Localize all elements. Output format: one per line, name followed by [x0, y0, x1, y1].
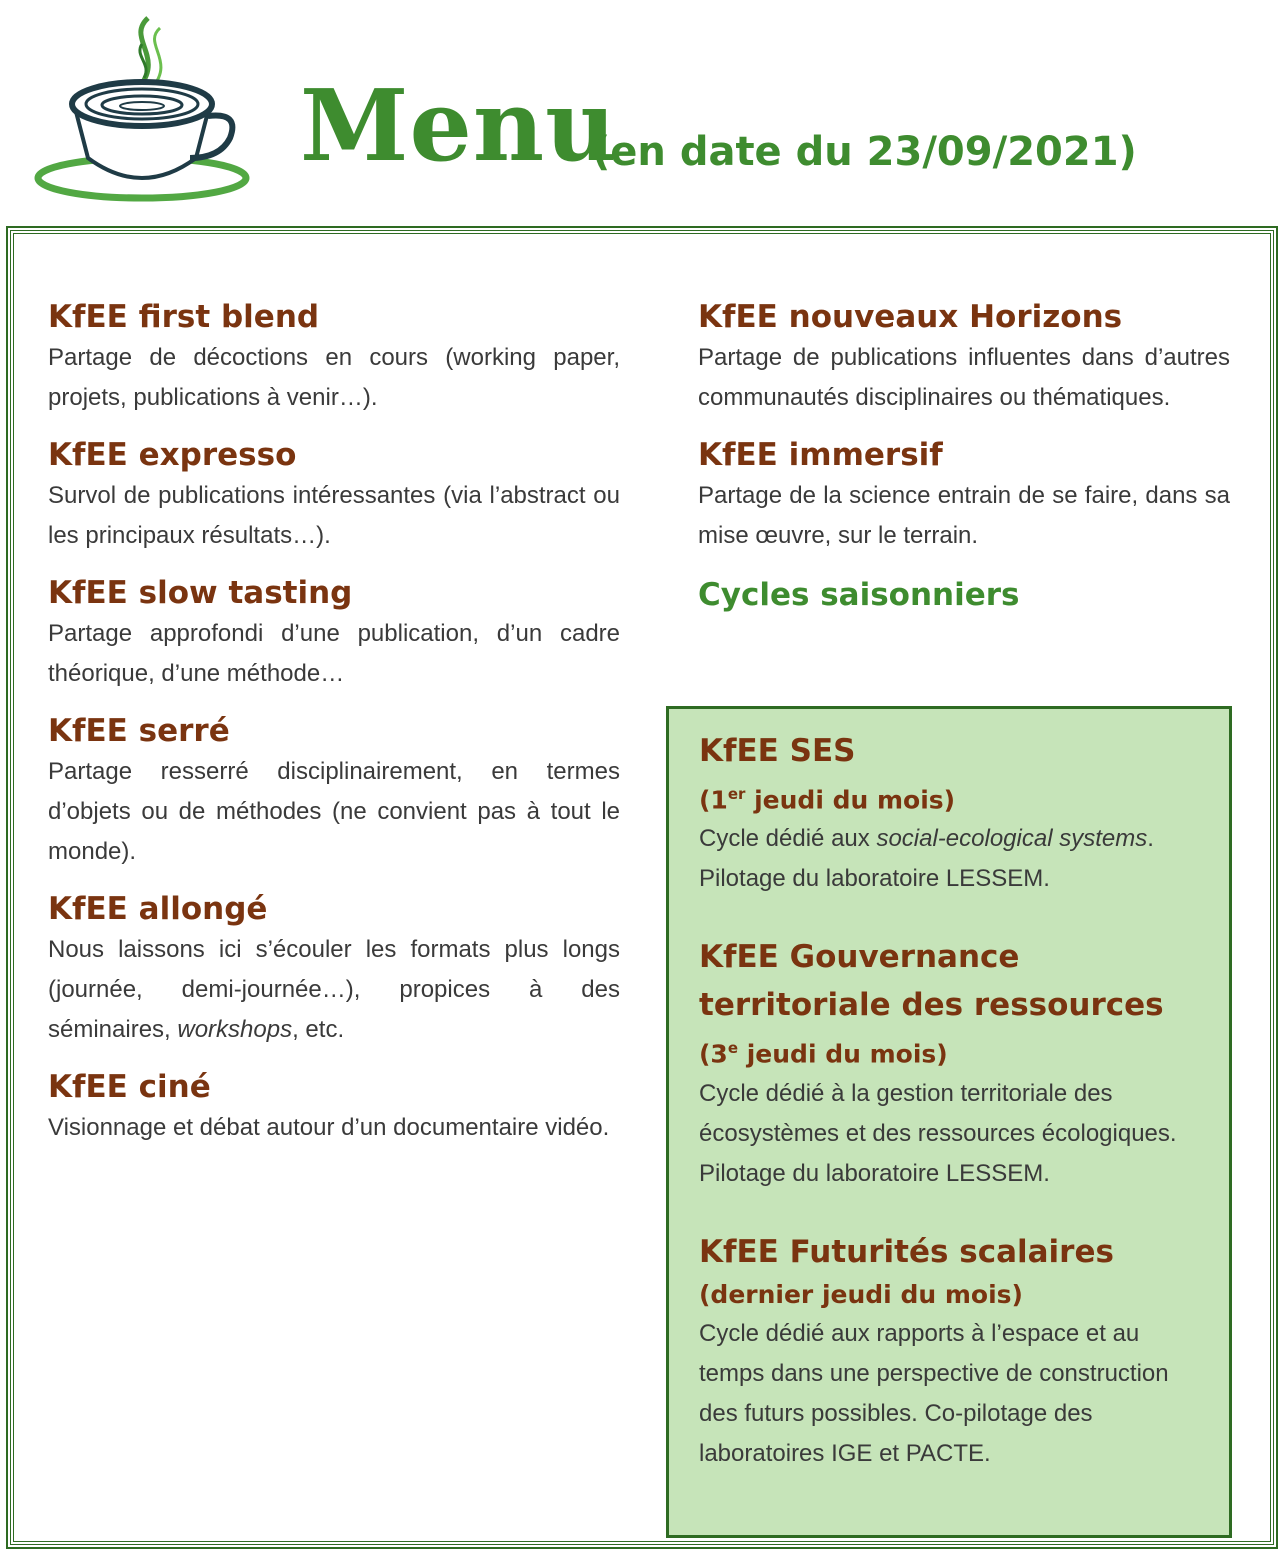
- item-description: Partage approfondi d’une publication, d’un cadre théorique, d’une méthode…: [48, 620, 620, 687]
- cycle-schedule: (3e jeudi du mois): [699, 1039, 948, 1069]
- cycle-schedule: (1er jeudi du mois): [699, 785, 956, 815]
- cycle-ses: [699, 727, 1201, 899]
- cycle-description: Cycle dédié aux rapports à l’espace et au temps dans une perspective de construction des futurs possibles. Co-pilotage des laboratoires IGE et PACTE.: [699, 1319, 1169, 1467]
- right-column: [698, 296, 1230, 616]
- cycle-title: KfEE SES: [699, 733, 856, 769]
- menu-item-nouveaux-horizons: [698, 296, 1230, 418]
- menu-item-slow-tasting: [48, 572, 620, 694]
- item-description: Visionnage et débat autour d’un documentaire vidéo.: [48, 1114, 610, 1141]
- menu-date: (en date du 23/09/2021): [592, 129, 1137, 175]
- item-description: Nous laissons ici s’écouler les formats plus longs (journée, demi-journée…), propices à des séminaires, workshops, etc.: [48, 936, 620, 1043]
- page-title: Menu: [300, 69, 618, 184]
- cycles-heading: Cycles saisonniers: [698, 577, 1020, 613]
- item-title: KfEE ciné: [48, 1069, 211, 1105]
- menu-item-expresso: [48, 434, 620, 556]
- item-title: KfEE first blend: [48, 299, 320, 335]
- menu-item-allonge: [48, 888, 620, 1050]
- left-column: [48, 296, 620, 1164]
- cycle-description: Cycle dédié à la gestion territoriale des écosystèmes et des ressources écologiques. Pilotage du laboratoire LESSEM.: [699, 1079, 1177, 1187]
- cycle-schedule: (dernier jeudi du mois): [699, 1279, 1023, 1309]
- menu-frame: [10, 230, 1274, 1545]
- cycle-title: KfEE Gouvernance territoriale des ressources: [699, 939, 1164, 1024]
- item-description: Partage de la science entrain de se faire, dans sa mise œuvre, sur le terrain.: [698, 482, 1230, 549]
- item-title: KfEE immersif: [698, 437, 943, 473]
- menu-item-first-blend: [48, 296, 620, 418]
- cycles-box: [666, 706, 1232, 1538]
- item-description: Partage resserré disciplinairement, en termes d’objets ou de méthodes (ne convient pas à tout le monde).: [48, 758, 620, 865]
- menu-item-immersif: [698, 434, 1230, 556]
- italic-term: workshops: [177, 1016, 293, 1043]
- coffee-cup-logo-icon: [30, 8, 255, 208]
- item-title: KfEE serré: [48, 713, 230, 749]
- cycle-description: Cycle dédié aux social-ecological systems. Pilotage du laboratoire LESSEM.: [699, 825, 1154, 893]
- menu-item-serre: [48, 710, 620, 872]
- header: [0, 0, 1282, 225]
- menu-item-cine: [48, 1066, 620, 1148]
- item-description: Survol de publications intéressantes (via l’abstract ou les principaux résultats…).: [48, 482, 620, 549]
- cycle-futurites: [699, 1228, 1201, 1474]
- cycle-title: KfEE Futurités scalaires: [699, 1233, 1114, 1270]
- italic-term: social-ecological systems: [876, 825, 1148, 853]
- item-title: KfEE allongé: [48, 891, 268, 927]
- item-title: KfEE nouveaux Horizons: [698, 299, 1123, 335]
- item-description: Partage de publications influentes dans d’autres communautés disciplinaires ou thématiques.: [698, 344, 1230, 411]
- cycle-gouvernance: [699, 933, 1201, 1193]
- item-description: Partage de décoctions en cours (working paper, projets, publications à venir…).: [48, 344, 620, 411]
- item-title: KfEE slow tasting: [48, 575, 353, 611]
- item-title: KfEE expresso: [48, 437, 297, 473]
